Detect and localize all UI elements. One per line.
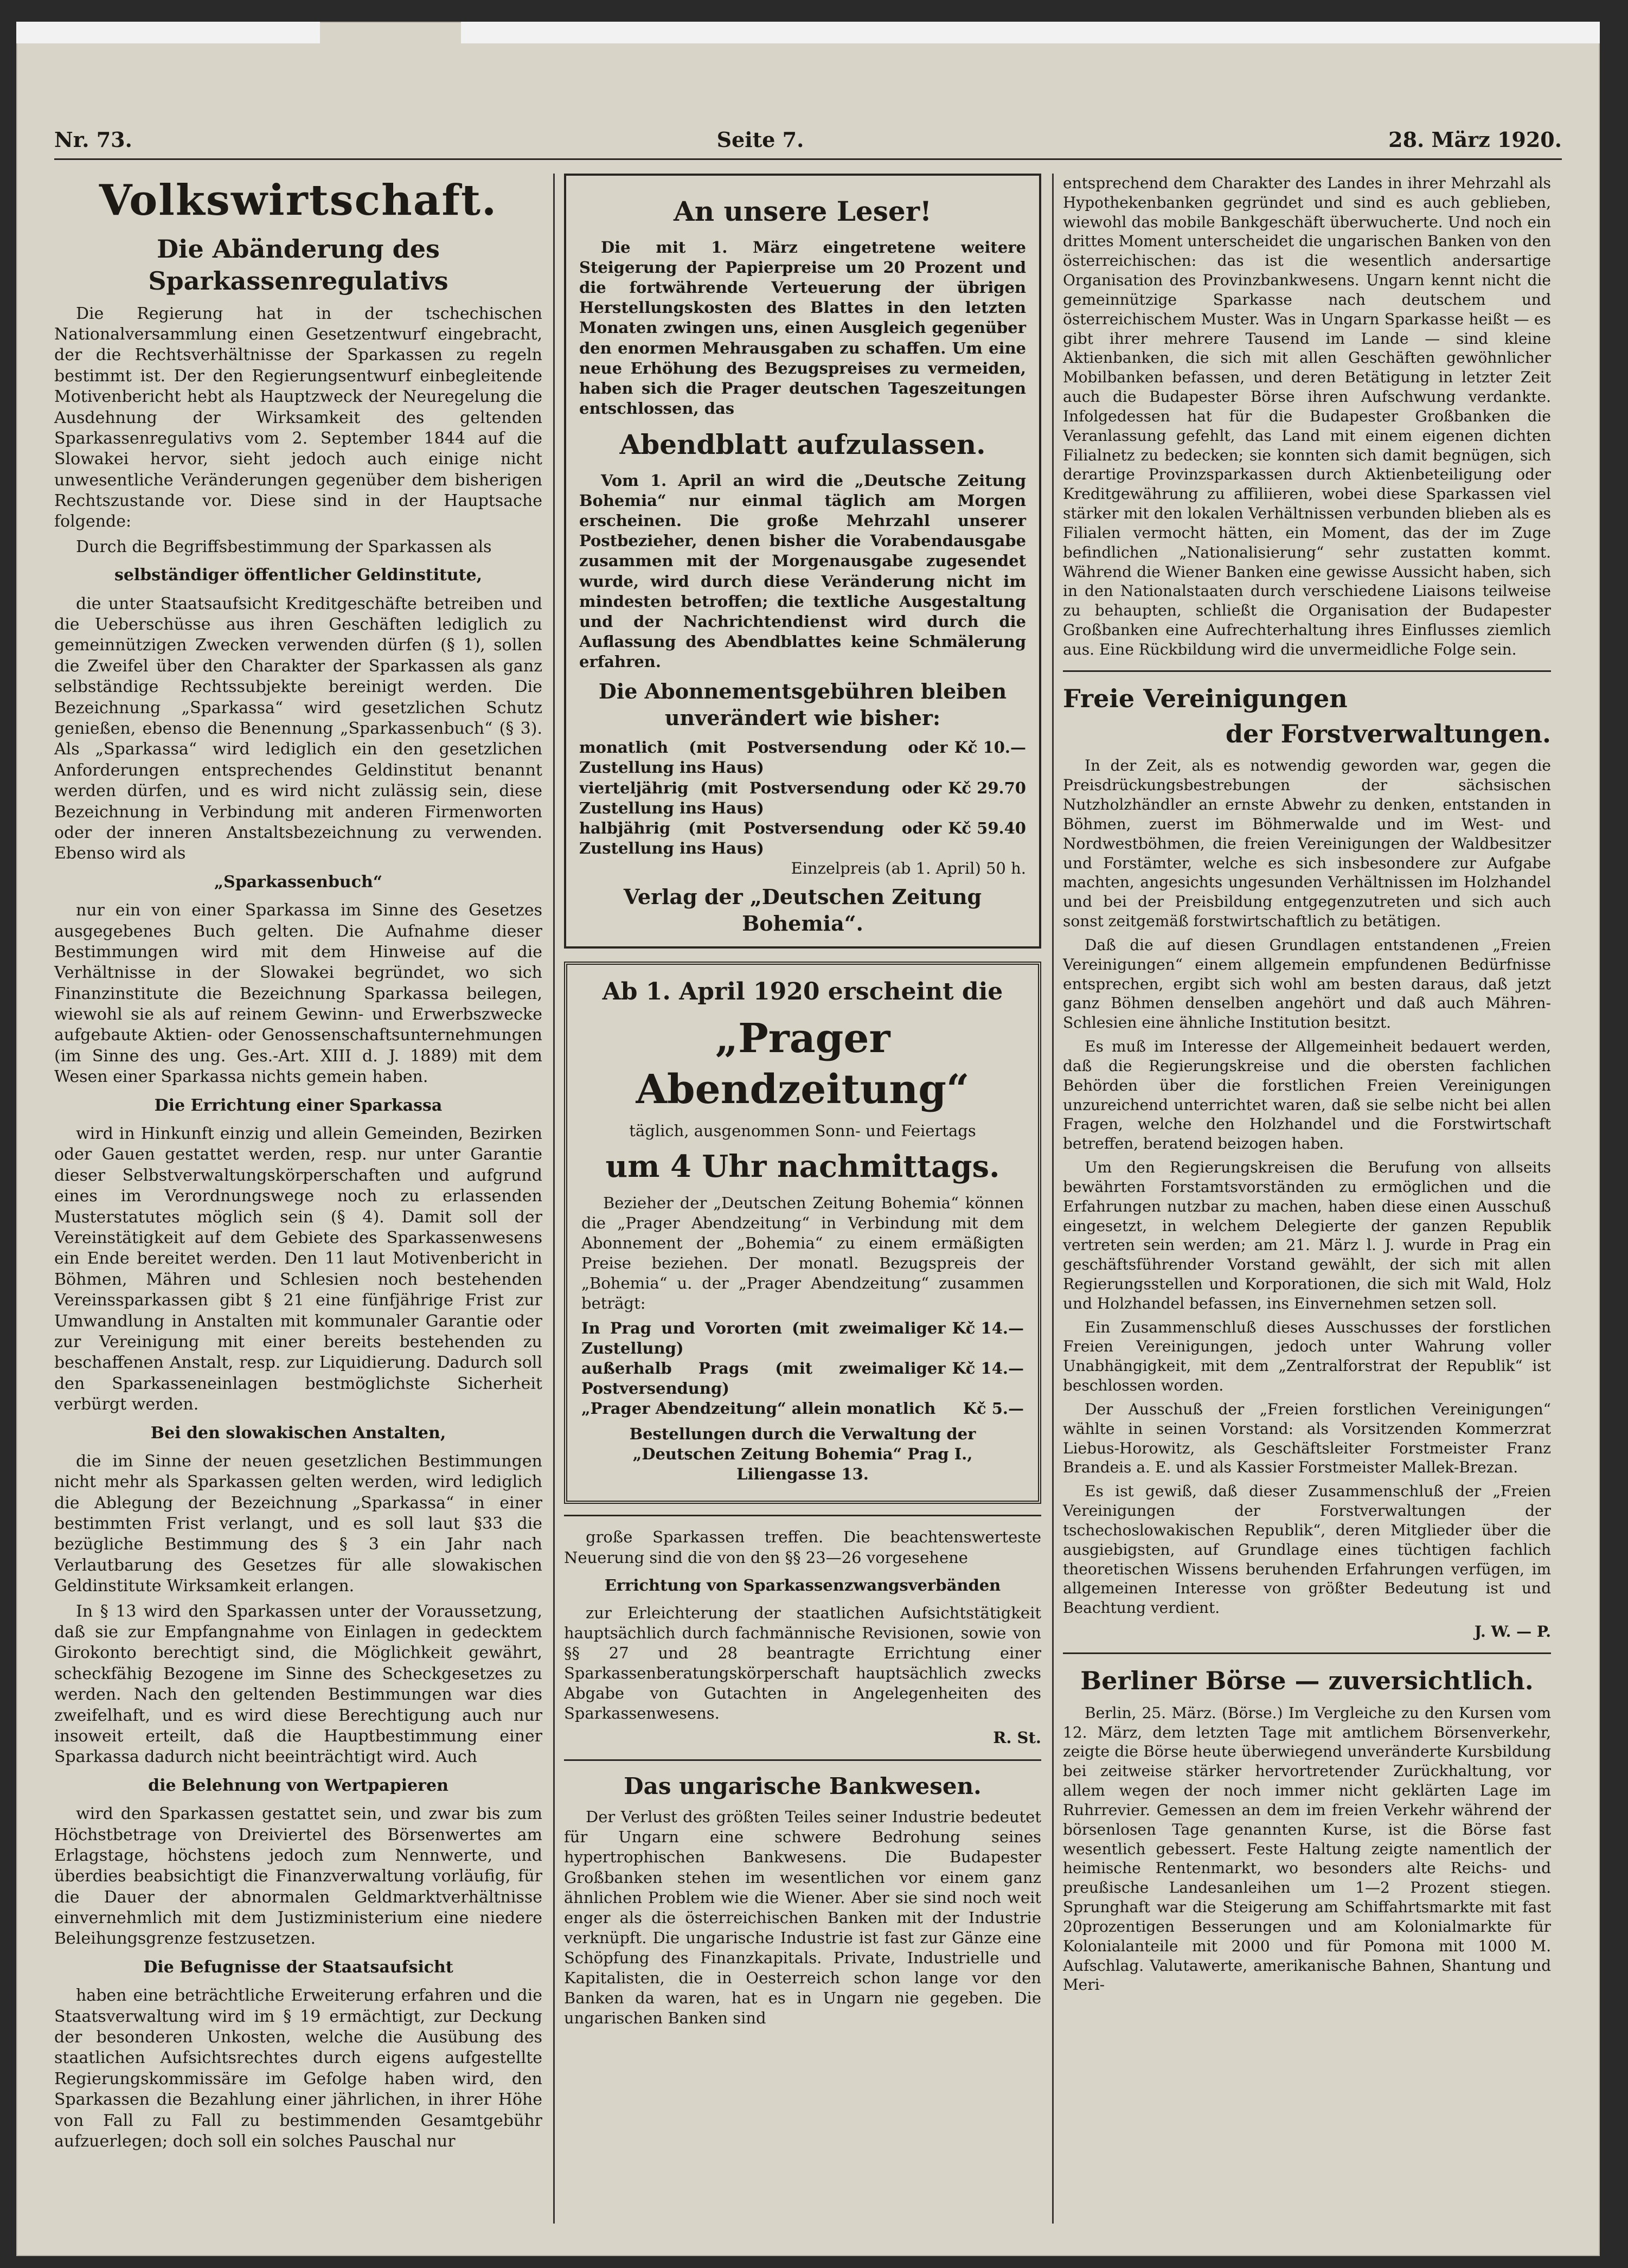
separator [564,1759,1041,1761]
column-1 [54,174,542,2156]
fee-row: monatlich (mit Postversendung oder Zustellung ins Haus) Kč 10.— [579,738,1026,777]
paragraph: Um den Regierungskreisen die Berufung von allseits bewährten Forstamtsvorständen zu ermöglichen und die Erfahrungen nutzbar zu machen, haben diese einen Ausschuß eingesetzt, in welchem Delegierte der ganzen Republik vertreten sein werden; am 21. März l. J. wurde in Prag ein geschäftsführender Vorstand gewählt, der sich mit allen Regierungsstellen und Korporationen, die sich mit Wald, Holz und Holzhandel befassen, ins Einvernehmen setzen soll. [1063,1158,1551,1312]
paragraph: entsprechend dem Charakter des Landes in ihrer Mehrzahl als Hypothekenbanken gegründet und sind es auch geblieben, wiewohl das mobile Bankgeschäft überwucherte. Und noch ein drittes Moment unterscheidet die ungarischen Banken von den österreichischen: das ist die wesentlich andersartige Organisation des Provinzbankwesens. Ungarn kennt nicht die gemeinnützige Sparkasse nach deutschem und österreichischem Muster. Was in Ungarn Sparkasse heißt — es gibt ihrer mehrere Tausend im Lande — sind kleine Aktienbanken, die sich mit allen Geschäften gewöhnlicher Mobilbanken befassen, und deren Betätigung in letzter Zeit auch die Budapester Börse ihren Aufschwung verdankte. Infolgedessen hat für die Budapester Großbanken die Veranlassung gefehlt, das Land mit einem eigenen dichten Filialnetz zu bedecken; sie konnten sich damit begnügen, sich derartige Provinzsparkassen durch Aktienbeteiligung oder Kreditgewährung zu affiliieren, wobei diese Sparkassen viel stärker mit den lokalen Verhältnissen verbunden blieben als es Filialen vermocht hätten, ein Moment, das der im Zuge befindlichen „Nationalisierung“ sehr zustatten kommt. Während die Wiener Banken eine gewisse Aussicht haben, sich in den Nationalstaaten durch verschiedene Liaisons teilweise zu behaupten, schließt die Organisation der Budapester Großbanken eine Aufrechterhaltung ihres Einflusses ziemlich aus. Eine Rückbildung wird die unvermeidliche Folge sein. [1063,174,1551,658]
ad-time: um 4 Uhr nachmittags. [605,1149,1000,1185]
paragraph: Ein Zusammenschluß dieses Ausschusses der forstlichen Freien Vereinigungen, jedoch unter Wahrung voller Unabhängigkeit, mit dem „Zentralforstrat der Republik“ ist beschlossen worden. [1063,1318,1551,1395]
notice-box [564,174,1041,949]
subheading: Bei den slowakischen Anstalten, [150,1423,446,1443]
subheading: Die Befugnisse der Staatsaufsicht [143,1957,453,1977]
ad-title: „Prager Abendzeitung“ [636,1015,970,1113]
subheading: die Belehnung von Wertpapieren [148,1776,448,1795]
ad-order-info: Bestellungen durch die Verwaltung der „Deutschen Zeitung Bohemia“ Prag I., Liliengasse 13. [629,1425,976,1484]
paragraph: zur Erleichterung der staatlichen Aufsichtstätigkeit hauptsächlich durch fachmännische Revisionen, sowie von §§ 27 und 28 beantragte Errichtung einer Sparkassenberatungskörperschaft hauptsächlich zwecks Abgabe von Gutachten in Angelegenheiten des Sparkassenwesens. [564,1603,1041,1723]
ad-intro: Ab 1. April 1920 erscheint die [602,978,1003,1006]
single-price: Einzelpreis (ab 1. April) 50 h. [791,858,1026,877]
separator [1063,1652,1551,1654]
paragraph: Der Verlust des größten Teiles seiner Industrie bedeutet für Ungarn eine schwere Bedrohung seines hypertrophischen Bankwesens. Die Budapester Großbanken stehen im wesentlichen vor einem ganz ähnlichen Problem wie die Wiener. Aber sie sind noch weit enger als die österreichischen Banken mit der Industrie verknüpft. Die ungarische Industrie ist fast zur Gänze eine Schöpfung des Finanzkapitals. Private, Industrielle und Kapitalisten, die in Oesterreich schon lange vor den Banken da waren, hat es in Ungarn nie gegeben. Die ungarischen Banken sind [564,1808,1041,2028]
notice-heading: Abendblatt aufzulassen. [619,428,986,460]
subheading: selbständiger öffentlicher Geldinstitute, [114,566,483,585]
paragraph: die im Sinne der neuen gesetzlichen Bestimmungen nicht mehr als Sparkassen gelten werden, wird lediglich die Ablegung der Bezeichnung „Sparkassa“ in einer bestimmten Frist verlangt, und es soll laut §33 die bezügliche Bestimmung des § 3 ein Jahr nach Verlautbarung des Gesetzes für alle slowakischen Geldinstitute Wirksamkeit erlangen. [54,1451,542,1596]
subheading: Die Errichtung einer Sparkassa [154,1095,443,1115]
fees-title: Die Abonnementsgebühren bleiben unverändert wie bisher: [598,679,1007,730]
separator [564,1515,1041,1516]
paragraph: große Sparkassen treffen. Die beachtenswerteste Neuerung sind die von den §§ 23—26 vorgesehene [564,1528,1041,1567]
article-title: Das ungarische Bankwesen. [624,1772,982,1799]
article-title-2: der Forstverwaltungen. [1225,719,1551,748]
ad-days: täglich, ausgenommen Sonn- und Feiertags [629,1122,976,1141]
article-title: Freie Vereinigungen [1063,683,1348,713]
publisher: Verlag der „Deutschen Zeitung Bohemia“. [623,885,982,936]
separator [1063,670,1551,672]
author-signature: R. St. [993,1728,1041,1747]
author-signature: J. W. — P. [1474,1623,1551,1641]
ad-paragraph: Bezieher der „Deutschen Zeitung Bohemia“ können die „Prager Abendzeitung“ in Verbindung mit dem Abonnement der „Bohemia“ zu einem ermäßigten Preise beziehen. Der monatl. Bezugspreis der „Bohemia“ u. der „Prager Abendzeitung“ zusammen beträgt: [581,1193,1024,1313]
paragraph: Der Ausschuß der „Freien forstlichen Vereinigungen“ wählte in seinen Vorstand: als Vorsitzenden Kommerzrat Liebus-Horowitz, als Geschäftsleiter Forstmeister Franz Brandeis a. E. und als Kassier Forstmeister Mallek-Brezan. [1063,1400,1551,1477]
ad-price-row: In Prag und Vororten (mit zweimaliger Zustellung) Kč 14.— [581,1318,1024,1357]
newspaper-page [16,22,1600,2256]
paragraph: wird in Hinkunft einzig und allein Gemeinden, Bezirken oder Gauen gestattet werden, resp. nur unter Garantie dieser Selbstverwaltungskörperschaften und aufgrund eines im Verordnungswege noch zu erlassenden Musterstatutes möglich sein (§ 4). Damit soll der Vereinstätigkeit auf dem Gebiete des Sparkassenwesens ein Ende bereitet werden. Den 11 laut Motivenbericht in Böhmen, Mähren und Schlesien noch bestehenden Vereinssparkassen gibt § 21 eine fünfjährige Frist zur Umwandlung in Anstalten mit kommunaler Garantie oder zur Vereinigung mit einer bereits bestehenden zu beschaffenen Anstalt, resp. zur Liquidierung. Dadurch soll den Sparkasseneinlagen bestmöglichste Sicherheit verbürgt werden. [54,1124,542,1414]
paragraph: Es ist gewiß, daß dieser Zusammenschluß der „Freien Vereinigungen der Forstverwaltungen der tschechoslowakischen Republik“, deren Mitglieder über die ausgiebigsten, auf Grundlage eines tüchtigen fachlich theoretischen Wissens beruhenden Erfahrungen verfügen, im allgemeinen Interesse von größter Bedeutung ist und Beachtung verdient. [1063,1482,1551,1617]
paragraph: In der Zeit, als es notwendig geworden war, gegen die Preisdrückungsbestrebungen der sächsischen Nutzholzhändler an ernste Abwehr zu denken, entstanden in Böhmen, zuerst im Böhmerwalde und im West- und Nordwestböhmen, die freien Vereinigungen der Waldbesitzer und Forstämter, welche es sich insbesondere zur Aufgabe machten, angesichts ungesunden Verhältnissen im Holzhandel und bei der Preisbildung entgegenzutreten und sich auch sonst zeitgemäß forstwirtschaftlich zu betätigen. [1063,757,1551,931]
advertisement-box [564,962,1041,1504]
paragraph: Berlin, 25. März. (Börse.) Im Vergleiche zu den Kursen vom 12. März, dem letzten Tage mit amtlichem Börsenverkehr, zeigte die Börse heute überwiegend unveränderte Kursbildung bei zeitweise stärker hervortretender Zurückhaltung, vor allem wegen der noch immer nicht geklärten Lage im Ruhrrevier. Gemessen an dem im freien Verkehr während der börsenlosen Tage genannten Kurse, ist die Börse fast wesentlich gebessert. Feste Haltung zeigte namentlich der heimische Rentenmarkt, wo besonders alte Reichs- und preußische Landesanleihen um 1—2 Prozent stiegen. Sprunghaft war die Steigerung am Schiffahrtsmarkte mit fast 20prozentigen Besserungen und am Kolonialmarkte für Kolonialanteile mit 2000 und für Pomona mit 1000 M. Aufschlag. Valutawerte, amerikanische Bahnen, Shantung und Meri- [1063,1703,1551,1994]
notice-paragraph: Die mit 1. März eingetretene weitere Steigerung der Papierpreise um 20 Prozent und die fortwährende Verteuerung der übrigen Herstellungskosten des Blattes in den letzten Monaten zwingen uns, einen Ausgleich gegenüber den enormen Mehrausgaben zu schaffen. Um eine neue Erhöhung des Bezugspreises zu vermeiden, haben sich die Prager deutschen Tageszeitungen entschlossen, das [579,238,1026,418]
fee-row: halbjährig (mit Postversendung oder Zustellung ins Haus) Kč 59.40 [579,818,1026,857]
scan-margin-left [16,22,320,43]
paragraph: Die Regierung hat in der tschechischen Nationalversammlung einen Gesetzentwurf eingebracht, der die Rechtsverhältnisse der Sparkassen zu regeln bestimmt ist. Der den Regierungsentwurf einbegleitende Motivenbericht hebt als Hauptzweck der Neuregelung die Ausdehnung der Wirksamkeit des geltenden Sparkassenregulativs vom 2. September 1844 auf die Slowakei hervor, sieht jedoch auch einige nicht unwesentliche Veränderungen gegenüber dem bisherigen Rechtszustande vor. Diese sind in der Hauptsache folgende: [54,304,542,531]
notice-paragraph: Vom 1. April an wird die „Deutsche Zeitung Bohemia“ nur einmal täglich am Morgen erscheinen. Die große Mehrzahl unserer Postbezieher, denen bisher die Vorabendausgabe zusammen mit der Morgenausgabe zugesendet wurde, wird durch diese Veränderung nicht im mindesten betroffen; die textliche Ausgestaltung und der Nachrichtendienst wird durch die Auflassung des Abendblattes keine Schmälerung erfahren. [579,471,1026,671]
column-3 [1063,174,1551,1999]
subheading: „Sparkassenbuch“ [214,872,383,892]
scan-margin-right [461,22,1600,43]
section-title: Volkswirtschaft. [99,176,498,225]
subheading: Errichtung von Sparkassenzwangsverbänden [604,1575,1001,1594]
column-rule [1052,174,1054,2224]
paragraph: haben eine beträchtliche Erweiterung erfahren und die Staatsverwaltung wird im § 19 ermächtigt, zur Deckung der besonderen Unkosten, welche die Ausübung des staatlichen Aufsichtsrechtes durch eigens aufgestellte Regierungskommissäre im Gefolge haben wird, den Sparkassen die Bezahlung einer jährlichen, in ihrer Höhe von Fall zu Fall zu bestimmenden Gesamtgebühr aufzuerlegen; doch soll ein solches Pauschal nur [54,1986,542,2151]
article-title: Berliner Börse — zuversichtlich. [1080,1665,1534,1695]
paragraph: wird den Sparkassen gestattet sein, und zwar bis zum Höchstbetrage von Dreiviertel des Börsenwertes am Erlagstage, höchstens jedoch zum Nennwerte, und überdies beabsichtigt die Finanzverwaltung vorläufig, für die Dauer der abnormalen Geldmarktverhältnisse einvernehmlich mit dem Justizministerium eine niedere Beleihungsgrenze festzusetzen. [54,1804,542,1949]
paragraph: Es muß im Interesse der Allgemeinheit bedauert werden, daß die Regierungskreise und die obersten fachlichen Behörden über die forstlichen Freien Vereinigungen unzureichend unterrichtet waren, daß sie selbe nicht bei allen Fragen, welche den Holzhandel und die Forstwirtschaft betreffen, beratend beizogen haben. [1063,1037,1551,1153]
page-header [54,103,1562,160]
article-title: Die Abänderung des Sparkassenregulativs [148,234,448,296]
paragraph: Durch die Begriffsbestimmung der Sparkassen als [76,537,492,556]
ad-price-row: außerhalb Prags (mit zweimaliger Postversendung) Kč 14.— [581,1359,1024,1398]
issue-number: Nr. 73. [54,127,132,152]
issue-date: 28. März 1920. [1388,127,1562,152]
paragraph: die unter Staatsaufsicht Kreditgeschäfte betreiben und die Ueberschüsse aus ihren Geschäften lediglich zu gemeinnützigen Zwecken verwenden dürfen (§ 1), sollen die Zweifel über den Charakter der Sparkassen als ganz selbständige Rechtssubjekte bereinigt werden. Die Bezeichnung „Sparkassa“ wird gesetzlichen Schutz genießen, ebenso die Benennung „Sparkassenbuch“ (§ 3). Als „Sparkassa“ wird lediglich ein den gesetzlichen Anforderungen entsprechendes Geldinstitut benannt werden dürfen, und es wird nicht zulässig sein, diese Bezeichnung in Verbindung mit anderen Firmenworten oder der inneren Anstaltsbezeichnung zu verwenden. Ebenso wird als [54,594,542,863]
notice-title: An unsere Leser! [673,195,932,227]
page-number: Seite 7. [716,127,804,152]
column-2 [564,174,1041,2033]
paragraph: Daß die auf diesen Grundlagen entstandenen „Freien Vereinigungen“ einem allgemein empfundenen Bedürfnisse entsprechen, ergibt sich wohl am besten daraus, daß jetzt ganz Böhmen denselben angehört und daß auch Mähren-Schlesien eine ähnliche Institution besitzt. [1063,936,1551,1032]
paragraph: In § 13 wird den Sparkassen unter der Voraussetzung, daß sie zur Empfangnahme von Einlagen in gedecktem Girokonto berechtigt sind, die Möglichkeit gewährt, scheckfähig Bezogene im Sinne des Scheckgesetzes zu werden. Nach den geltenden Bestimmungen war dies zweifelhaft, und es wird diese Berechtigung auch nur insoweit erteilt, daß die Hauptbestimmung einer Sparkassa dadurch nicht beeinträchtigt wird. Auch [54,1601,542,1767]
column-rule [553,174,555,2224]
paragraph: nur ein von einer Sparkassa im Sinne des Gesetzes ausgegebenes Buch gelten. Die Aufnahme dieser Bestimmungen wird mit dem Hinweise auf die Verhältnisse in der Slowakei begründet, wo sich Finanzinstitute die Bezeichnung Sparkassa beilegen, wiewohl sie als auf reinem Gewinn- und Erwerbszwecke aufgebaute Aktien- oder Genossenschaftsunternehmungen (im Sinne des ung. Ges.-Art. XIII d. J. 1889) mit dem Wesen einer Sparkassa nichts gemein haben. [54,901,542,1087]
ad-price-row: „Prager Abendzeitung“ allein monatlich Kč 5.— [581,1399,1024,1418]
fee-row: vierteljährig (mit Postversendung oder Zustellung ins Haus) Kč 29.70 [579,778,1026,817]
